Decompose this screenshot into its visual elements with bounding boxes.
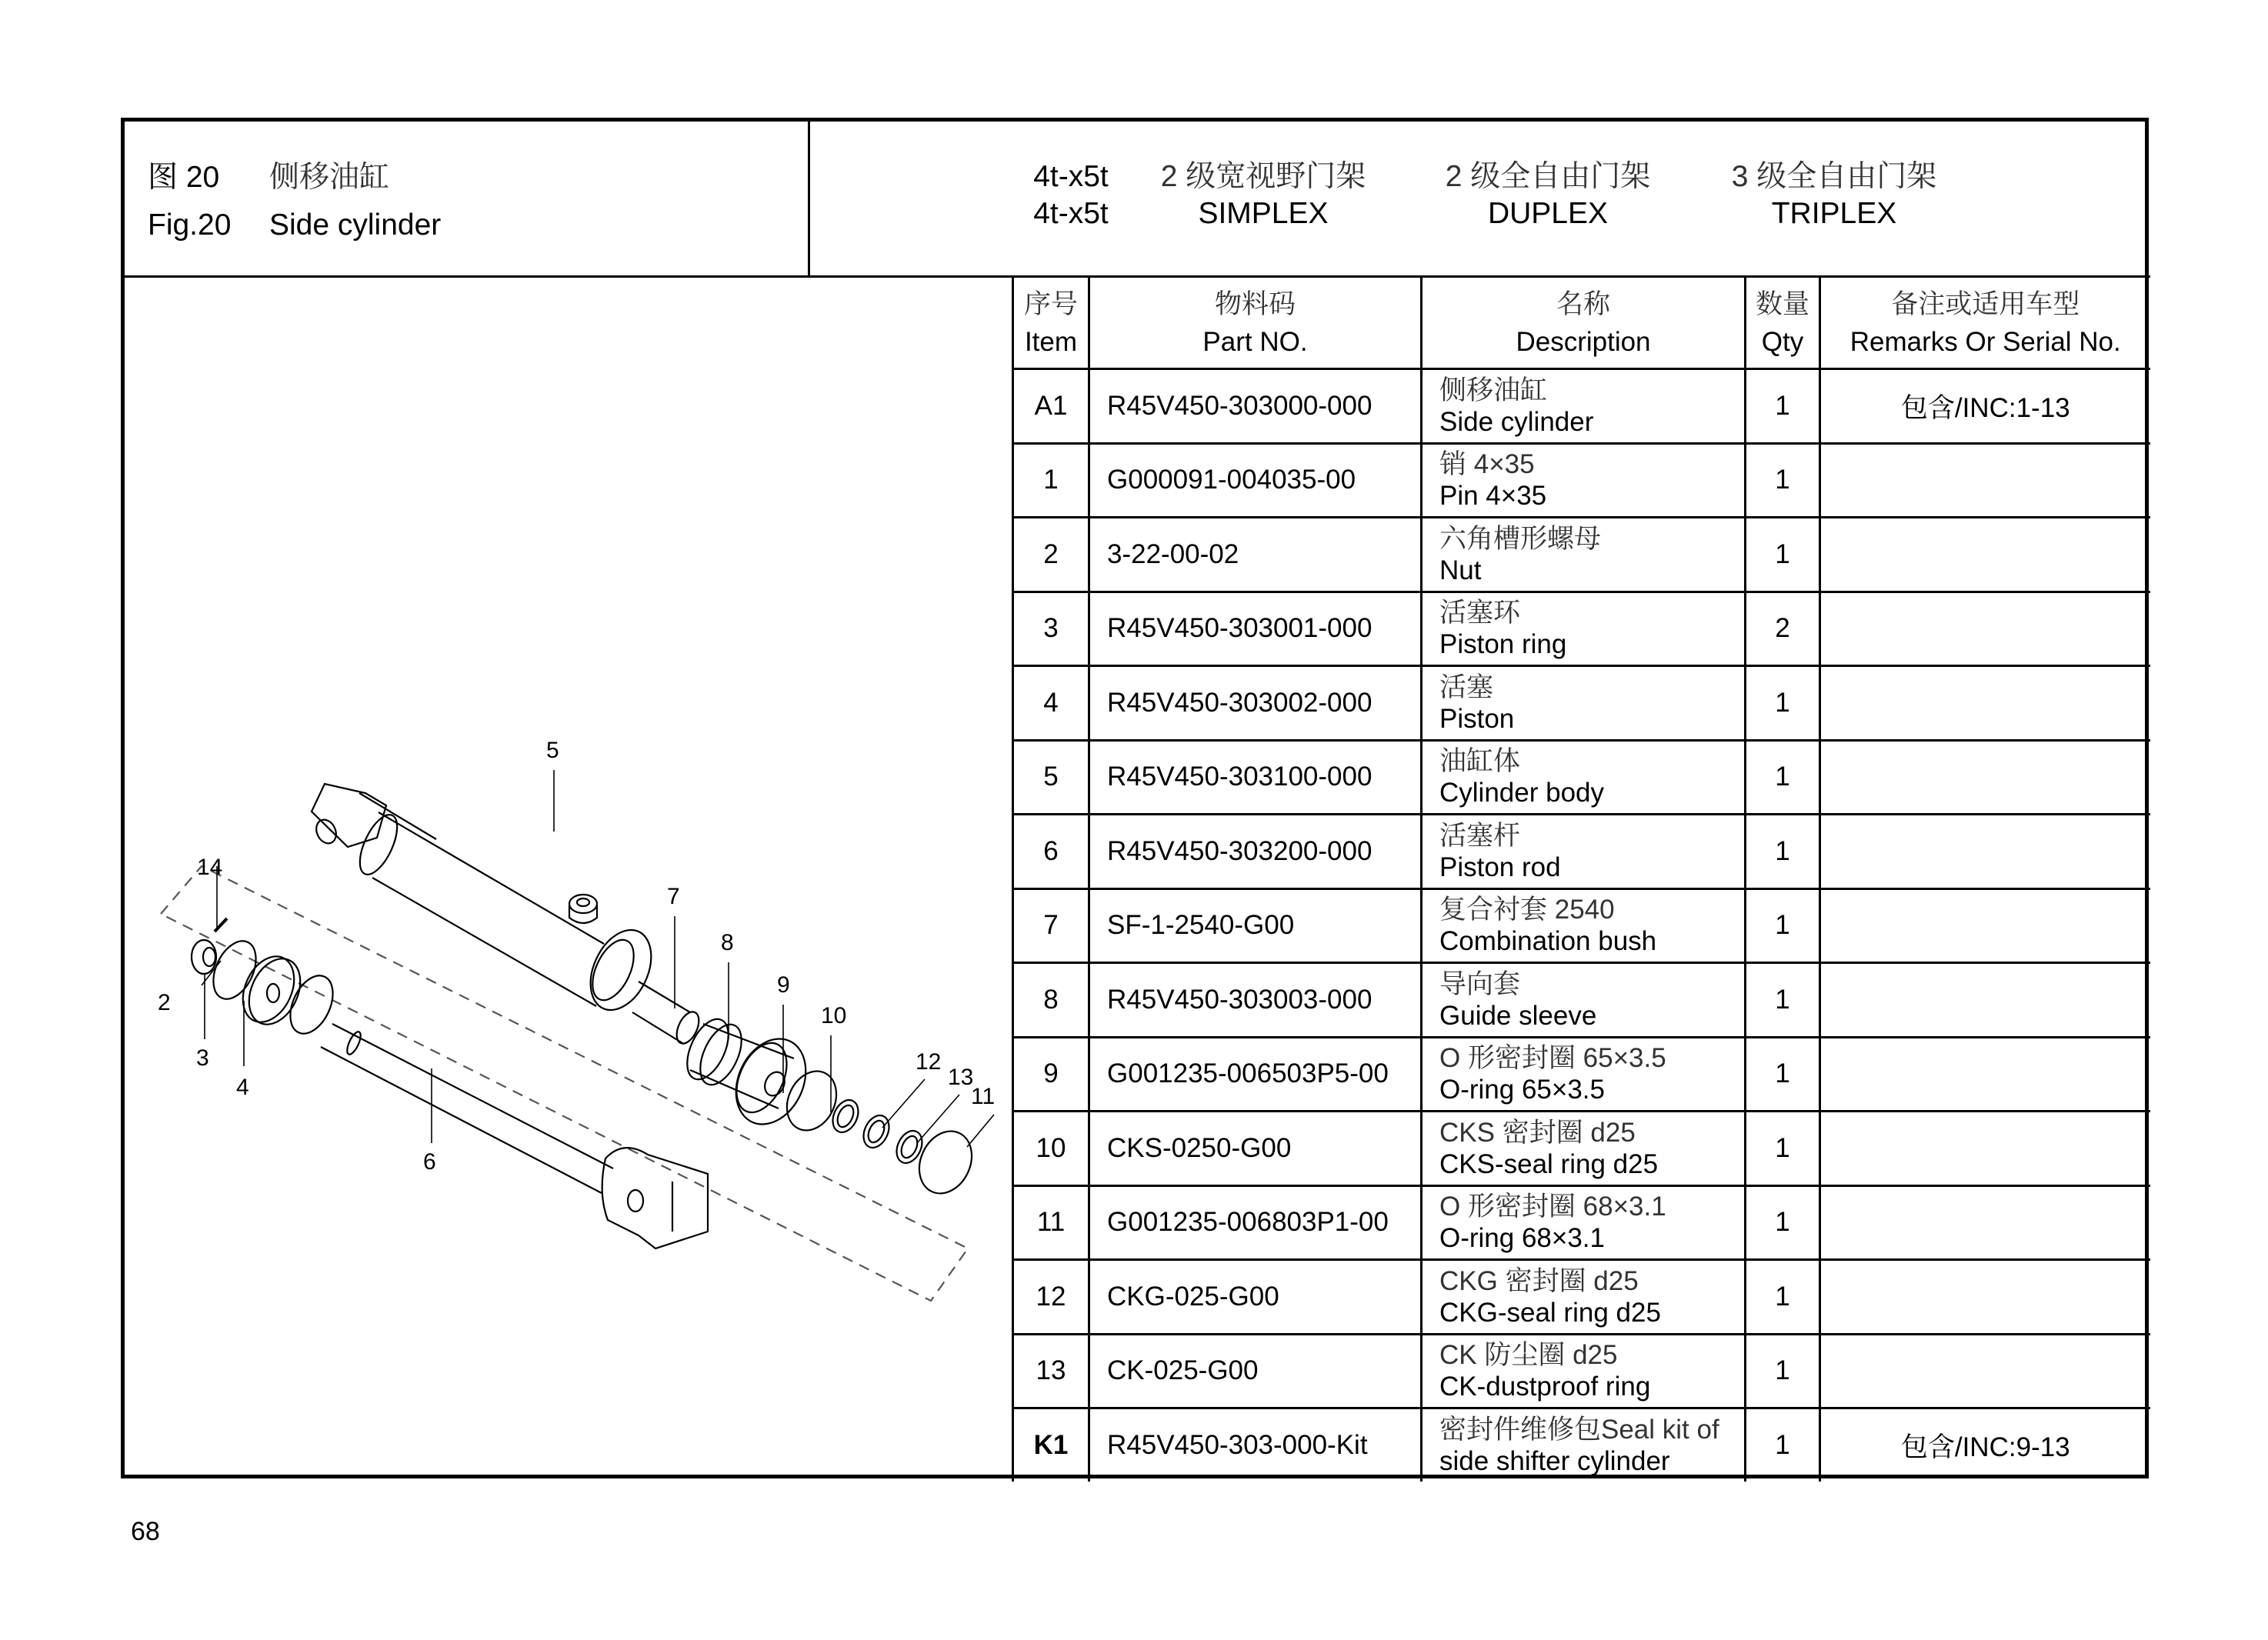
description-en: CK-dustproof ring [1439, 1372, 1651, 1402]
description [1422, 666, 1746, 741]
ckg-seal-12-icon [859, 1112, 894, 1152]
description-cn: 油缸体 [1439, 746, 1521, 777]
description-en: Nut [1439, 555, 1482, 585]
description [1422, 1334, 1746, 1408]
col-header-description: 名称 Description [1422, 277, 1746, 369]
part-number: CKG-025-G00 [1089, 1260, 1422, 1335]
description [1422, 1037, 1746, 1112]
table-row [1013, 1408, 2150, 1482]
description-en: CKS-seal ring d25 [1439, 1148, 1659, 1179]
description [1422, 1112, 1746, 1186]
model-column [1136, 158, 1390, 232]
quantity: 1 [1746, 443, 1820, 518]
guide-sleeve-icon [632, 982, 819, 1135]
o-ring-9-icon [778, 1063, 845, 1138]
model-cn: 4t-x5t [1033, 160, 1109, 193]
exploded-diagram [125, 278, 1016, 1478]
ck-dustproof-13-icon [892, 1127, 927, 1168]
remarks [1820, 666, 2150, 741]
table-row [1013, 1185, 2150, 1260]
description [1422, 443, 1746, 518]
description [1422, 963, 1746, 1038]
table-row [1013, 963, 2150, 1038]
callout-8: 8 [721, 930, 734, 955]
quantity: 1 [1746, 1112, 1820, 1186]
cks-seal-10-icon [828, 1096, 863, 1137]
description-en: Piston ring [1439, 629, 1567, 660]
part-number: CK-025-G00 [1089, 1334, 1422, 1408]
table-row [1013, 1037, 2150, 1112]
description [1422, 1185, 1746, 1260]
remarks: 包含/INC:9-13 [1820, 1408, 2150, 1482]
table-row [1013, 518, 2150, 592]
quantity: 1 [1746, 963, 1820, 1038]
quantity: 1 [1746, 1185, 1820, 1260]
piston-rod-icon [321, 1024, 708, 1248]
quantity: 1 [1746, 1334, 1820, 1408]
callout-6: 6 [423, 1149, 436, 1175]
part-number: SF-1-2540-G00 [1089, 888, 1422, 963]
model-column [1421, 158, 1675, 232]
remarks [1820, 1334, 2150, 1408]
quantity: 1 [1746, 1408, 1820, 1482]
part-number: R45V450-303003-000 [1089, 963, 1422, 1038]
callout-3: 3 [196, 1045, 209, 1071]
remarks [1820, 1037, 2150, 1112]
item-number: 1 [1013, 443, 1089, 518]
quantity: 1 [1746, 1037, 1820, 1112]
model-en: DUPLEX [1487, 197, 1609, 230]
dashed-assembly-outline [161, 866, 968, 1301]
table-row [1013, 443, 2150, 518]
part-number: CKS-0250-G00 [1089, 1112, 1422, 1186]
item-number: 6 [1013, 815, 1089, 889]
table-row [1013, 1112, 2150, 1186]
model-en: TRIPLEX [1771, 197, 1897, 230]
description-en: Side cylinder [1439, 406, 1594, 437]
remarks [1820, 815, 2150, 889]
model-cn: 2 级宽视野门架 [1160, 160, 1366, 193]
side-cylinder-drawing [125, 278, 1016, 1478]
col-header-remarks: 备注或适用车型 Remarks Or Serial No. [1820, 277, 2150, 369]
description-en: side shifter cylinder [1439, 1445, 1670, 1476]
description-cn: 导向套 [1439, 968, 1521, 999]
quantity: 1 [1746, 1260, 1820, 1335]
part-number: R45V450-303001-000 [1089, 592, 1422, 666]
part-number: R45V450-303200-000 [1089, 815, 1422, 889]
model-en: 4t-x5t [1033, 197, 1109, 230]
callout-4: 4 [236, 1075, 249, 1100]
callout-10: 10 [821, 1003, 847, 1028]
col-header-qty: 数量 Qty [1746, 277, 1820, 369]
quantity: 1 [1746, 888, 1820, 963]
description-en: CKG-seal ring d25 [1439, 1297, 1661, 1328]
part-number: 3-22-00-02 [1089, 518, 1422, 592]
remarks [1820, 963, 2150, 1038]
item-number: 2 [1013, 518, 1089, 592]
description-cn: CK 防尘圈 d25 [1439, 1340, 1618, 1371]
description-cn: CKG 密封圈 d25 [1439, 1265, 1639, 1296]
description [1422, 1408, 1746, 1482]
quantity: 2 [1746, 592, 1820, 666]
part-number: R45V450-303-000-Kit [1089, 1408, 1422, 1482]
table-row [1013, 1334, 2150, 1408]
part-number: R45V450-303100-000 [1089, 740, 1422, 815]
item-number: 7 [1013, 888, 1089, 963]
part-number: G001235-006503P5-00 [1089, 1037, 1422, 1112]
table-row [1013, 888, 2150, 963]
item-number: K1 [1013, 1408, 1089, 1482]
callout-12: 12 [916, 1049, 942, 1075]
description-cn: 侧移油缸 [1439, 375, 1548, 405]
part-number: R45V450-303000-000 [1089, 369, 1422, 444]
callout-5: 5 [546, 738, 559, 763]
description-en: Pin 4×35 [1439, 481, 1547, 512]
part-number: R45V450-303002-000 [1089, 666, 1422, 741]
description-en: O-ring 65×3.5 [1439, 1075, 1605, 1105]
description [1422, 1260, 1746, 1335]
table-row [1013, 1260, 2150, 1335]
figure-en-prefix: Fig.20 [148, 208, 232, 242]
callout-14: 14 [197, 855, 223, 880]
description-en: Combination bush [1439, 926, 1657, 957]
description [1422, 888, 1746, 963]
description-cn: 活塞 [1439, 672, 1494, 702]
quantity: 1 [1746, 740, 1820, 815]
remarks: 包含/INC:1-13 [1820, 369, 2150, 444]
description-en: Piston [1439, 703, 1515, 734]
description-en: O-ring 68×3.1 [1439, 1223, 1605, 1254]
part-number: G000091-004035-00 [1089, 443, 1422, 518]
callout-9: 9 [777, 972, 790, 998]
description-en: Piston rod [1439, 852, 1561, 882]
quantity: 1 [1746, 369, 1820, 444]
page-number: 68 [131, 1517, 160, 1546]
page-frame [121, 118, 2149, 1478]
leader-lines [202, 770, 994, 1147]
item-number: 8 [1013, 963, 1089, 1038]
remarks [1820, 740, 2150, 815]
remarks [1820, 888, 2150, 963]
col-header-item: 序号 Item [1013, 277, 1089, 369]
description-cn: O 形密封圈 68×3.1 [1439, 1192, 1666, 1222]
quantity: 1 [1746, 815, 1820, 889]
table-row [1013, 369, 2150, 444]
remarks [1820, 1112, 2150, 1186]
figure-cn-title: 侧移油缸 [269, 161, 390, 194]
description [1422, 740, 1746, 815]
description-cn: 活塞杆 [1439, 820, 1521, 851]
quantity: 1 [1746, 666, 1820, 741]
description-cn: CKS 密封圈 d25 [1439, 1117, 1636, 1148]
description [1422, 369, 1746, 444]
item-number: 3 [1013, 592, 1089, 666]
callout-11: 11 [971, 1084, 996, 1109]
item-number: 10 [1013, 1112, 1089, 1186]
description-cn: 销 4×35 [1439, 449, 1535, 480]
remarks [1820, 1260, 2150, 1335]
model-cn: 3 级全自由门架 [1731, 160, 1937, 193]
item-number: 13 [1013, 1334, 1089, 1408]
table-row [1013, 740, 2150, 815]
description [1422, 815, 1746, 889]
parts-table [1012, 275, 2150, 1482]
model-header [125, 158, 2145, 243]
remarks [1820, 592, 2150, 666]
figure-cn-prefix: 图 20 [148, 161, 220, 194]
remarks [1820, 443, 2150, 518]
col-header-part-no: 物料码 Part NO. [1089, 277, 1422, 369]
item-number: 5 [1013, 740, 1089, 815]
description-cn: 复合衬套 2540 [1439, 895, 1615, 925]
callout-13: 13 [948, 1065, 974, 1090]
callout-7: 7 [667, 884, 680, 909]
description-cn: O 形密封圈 65×3.5 [1439, 1043, 1666, 1074]
remarks [1820, 1185, 2150, 1260]
item-number: 11 [1013, 1185, 1089, 1260]
item-number: A1 [1013, 369, 1089, 444]
cylinder-body-icon [312, 784, 663, 1020]
table-header-row [1013, 277, 2150, 369]
description [1422, 518, 1746, 592]
description-cn: 六角槽形螺母 [1439, 523, 1602, 554]
model-column [1002, 158, 1140, 232]
item-number: 12 [1013, 1260, 1089, 1335]
item-number: 4 [1013, 666, 1089, 741]
model-column [1707, 158, 1961, 232]
table-row [1013, 592, 2150, 666]
table-row [1013, 815, 2150, 889]
description-cn: 密封件维修包Seal kit of [1439, 1414, 1719, 1445]
part-number: G001235-006803P1-00 [1089, 1185, 1422, 1260]
description-cn: 活塞环 [1439, 598, 1521, 628]
item-number: 9 [1013, 1037, 1089, 1112]
callout-2: 2 [158, 990, 171, 1015]
model-cn: 2 级全自由门架 [1445, 160, 1651, 193]
description [1422, 592, 1746, 666]
description-en: Guide sleeve [1439, 1000, 1597, 1031]
model-en: SIMPLEX [1198, 197, 1329, 230]
description-en: Cylinder body [1439, 778, 1604, 808]
figure-en-title: Side cylinder [269, 208, 442, 242]
quantity: 1 [1746, 518, 1820, 592]
remarks [1820, 518, 2150, 592]
table-row [1013, 666, 2150, 741]
